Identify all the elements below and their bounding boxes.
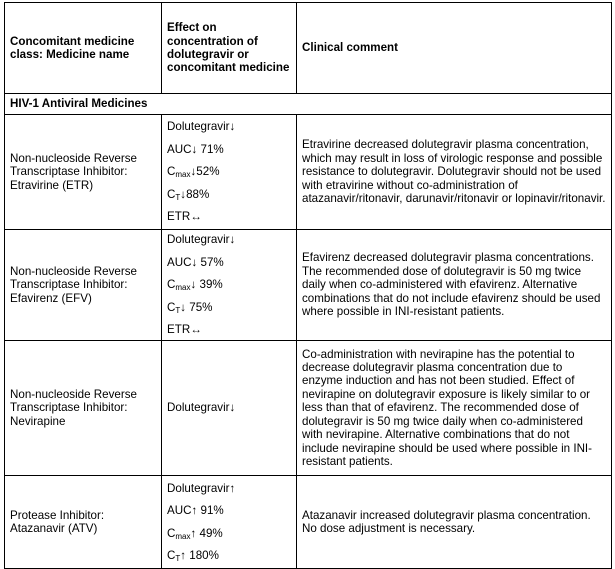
effect-value: ↓	[229, 401, 236, 415]
effect-value: ↓	[229, 120, 236, 134]
effect-line	[167, 165, 291, 178]
effect-value: ↑ 49%	[190, 526, 223, 540]
effect-label: ETR	[167, 210, 191, 224]
effect-line	[167, 188, 291, 201]
effect-label: C	[167, 526, 176, 540]
medicine-name: Non-nucleoside Reverse Transcriptase Inhibitor: Efavirenz (EFV)	[10, 264, 137, 305]
effect-line	[167, 256, 291, 269]
effect-line	[167, 120, 291, 133]
effect-label: C	[167, 548, 176, 562]
clinical-comment: Efavirenz decreased dolutegravir plasma concentrations. The recommended dose of dolutegravir is 50 mg twice daily when co-administered with efavirenz. Alternative combinations that do not include efavirenz should be used where possible in INI-resistant patients.	[302, 251, 601, 319]
document-page	[4, 2, 611, 569]
effect-line	[167, 401, 291, 414]
effect-cell	[162, 115, 297, 230]
effect-label: Dolutegravir	[167, 120, 230, 134]
effect-label: Dolutegravir	[167, 401, 230, 415]
header-clinical-comment: Clinical comment	[297, 3, 612, 94]
effect-label: ETR	[167, 323, 191, 337]
effect-line	[167, 504, 291, 517]
effect-label: Dolutegravir	[167, 481, 230, 495]
clinical-comment: Atazanavir increased dolutegravir plasma concentration. No dose adjustment is necessary.	[302, 508, 591, 535]
medicine-name: Protease Inhibitor: Atazanavir (ATV)	[10, 508, 105, 535]
effect-value: ↓	[229, 233, 236, 247]
effect-cell	[162, 341, 297, 476]
effect-line	[167, 301, 291, 314]
table-header-row	[5, 3, 612, 94]
effect-value: ↓ 71%	[191, 142, 224, 156]
comment-cell	[297, 115, 612, 230]
effect-line	[167, 482, 291, 495]
effect-label: Dolutegravir	[167, 233, 230, 247]
comment-cell	[297, 341, 612, 476]
effect-value: ↓ 57%	[191, 255, 224, 269]
effect-subscript: T	[175, 192, 181, 202]
effect-value: ↑ 91%	[191, 504, 224, 518]
effect-label: C	[167, 187, 176, 201]
effect-value: ↔	[190, 323, 202, 337]
effect-subscript: max	[175, 170, 191, 180]
effect-label: C	[167, 278, 176, 292]
table-row	[5, 230, 612, 341]
medicine-cell	[5, 341, 162, 476]
effect-value: ↑ 180%	[180, 548, 219, 562]
effect-subscript: T	[175, 553, 181, 563]
effect-value: ↓52%	[190, 165, 220, 179]
header-effect: Effect on concentration of dolutegravir or concomitant medicine	[162, 3, 297, 94]
comment-cell	[297, 476, 612, 569]
clinical-comment: Co-administration with nevirapine has the potential to decrease dolutegravir plasma concentration due to enzyme induction and has not been studied. Effect of nevirapine on dolutegravir exposure is likely similar to or less than that of efavirenz. The recommended dose of dolutegravir is 50 mg twice daily when co-administered with nevirapine. Alternative combinations that do not include nevirapine should be used where possible in INI-resistant patients.	[302, 347, 593, 468]
effect-line	[167, 278, 291, 291]
effect-subscript: max	[175, 531, 191, 541]
effect-label: C	[167, 165, 176, 179]
table-row	[5, 115, 612, 230]
effect-value: ↓ 75%	[180, 300, 213, 314]
effect-line	[167, 143, 291, 156]
medicine-cell	[5, 115, 162, 230]
effect-line	[167, 549, 291, 562]
effect-line	[167, 323, 291, 336]
medicine-cell	[5, 230, 162, 341]
clinical-comment: Etravirine decreased dolutegravir plasma concentration, which may result in loss of virologic response and possible resistance to dolutegravir. Dolutegravir should not be used with etravirine without co-administration of atazanavir/ritonavir, darunavir/ritonavir or lopinavir/ritonavir.	[302, 138, 606, 206]
effect-line	[167, 210, 291, 223]
table-row	[5, 341, 612, 476]
effect-cell	[162, 230, 297, 341]
effect-line	[167, 233, 291, 246]
medicine-name: Non-nucleoside Reverse Transcriptase Inhibitor: Nevirapine	[10, 387, 137, 428]
interaction-table	[4, 2, 612, 569]
effect-value: ↔	[190, 210, 202, 224]
effect-subscript: max	[175, 283, 191, 293]
effect-cell	[162, 476, 297, 569]
effect-value: ↓88%	[180, 187, 210, 201]
effect-line	[167, 527, 291, 540]
section-title: HIV-1 Antiviral Medicines	[5, 94, 612, 115]
table-row	[5, 476, 612, 569]
comment-cell	[297, 230, 612, 341]
effect-label: AUC	[167, 504, 192, 518]
medicine-name: Non-nucleoside Reverse Transcriptase Inhibitor: Etravirine (ETR)	[10, 151, 137, 192]
header-medicine-class: Concomitant medicine class: Medicine name	[5, 3, 162, 94]
effect-label: C	[167, 300, 176, 314]
effect-subscript: T	[175, 305, 181, 315]
effect-value: ↓ 39%	[190, 278, 223, 292]
effect-label: AUC	[167, 255, 192, 269]
effect-value: ↑	[229, 481, 236, 495]
medicine-cell	[5, 476, 162, 569]
section-row	[5, 94, 612, 115]
effect-label: AUC	[167, 142, 192, 156]
